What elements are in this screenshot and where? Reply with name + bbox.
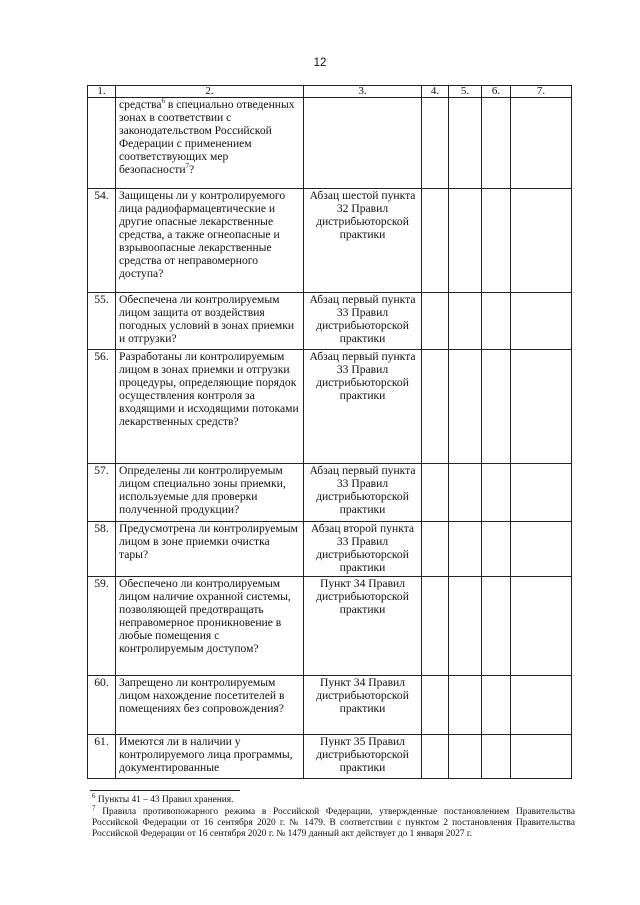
table-row (88, 676, 572, 735)
empty-cell (422, 522, 449, 577)
empty-cell (449, 577, 482, 676)
header-row (88, 86, 572, 98)
empty-cell (449, 189, 482, 293)
table-row (88, 577, 572, 676)
question-cell: средства$^6$ в специально отведенных зонах в соответствии с законодательством Российской Федерации с применением соответствующих мер безопасности$^7$? (116, 98, 304, 189)
empty-cell (422, 464, 449, 522)
table-row (88, 293, 572, 350)
table-row (88, 522, 572, 577)
footnote-ref: 7 (185, 162, 190, 171)
empty-cell (511, 735, 572, 779)
row-number-cell: 57. (88, 464, 116, 522)
empty-cell (511, 350, 572, 464)
reference-cell: Абзац первый пункта 33 Правил дистрибьюторской практики (304, 464, 422, 522)
row-number-cell (88, 98, 116, 189)
footnotes (92, 791, 575, 841)
table-row (88, 350, 572, 464)
empty-cell (449, 293, 482, 350)
question-cell: Защищены ли у контролируемого лица радиофармацевтические и другие опасные лекарственные средства, а также огнеопасные и взрывоопасные лекарственные средства от неправомерного доступа? (116, 189, 304, 293)
table-row (88, 189, 572, 293)
column-header: 4. (422, 86, 449, 98)
empty-cell (511, 98, 572, 189)
empty-cell (511, 464, 572, 522)
empty-cell (511, 676, 572, 735)
footnote-separator (90, 790, 240, 791)
column-header: 3. (304, 86, 422, 98)
question-cell: Имеются ли в наличии у контролируемого лица программы, документированные (116, 735, 304, 779)
column-header: 1. (88, 86, 116, 98)
empty-cell (449, 735, 482, 779)
question-cell: Предусмотрена ли контролируемым лицом в зоне приемки очистка тары? (116, 522, 304, 577)
empty-cell (482, 676, 511, 735)
empty-cell (482, 735, 511, 779)
empty-cell (482, 464, 511, 522)
question-cell: Разработаны ли контролируемым лицом в зонах приемки и отгрузки процедуры, определяющие порядок осуществления контроля за входящими и исходящими потоками лекарственных средств? (116, 350, 304, 464)
row-number-cell: 61. (88, 735, 116, 779)
empty-cell (422, 676, 449, 735)
footnote-mark: 6 (92, 791, 96, 800)
empty-cell (511, 522, 572, 577)
reference-cell (304, 98, 422, 189)
empty-cell (511, 293, 572, 350)
page-number: 12 (313, 57, 327, 69)
empty-cell (422, 98, 449, 189)
footnote-ref: 6 (161, 97, 166, 106)
empty-cell (449, 98, 482, 189)
empty-cell (422, 735, 449, 779)
empty-cell (482, 522, 511, 577)
checklist-table (87, 85, 572, 779)
question-cell: Определены ли контролируемым лицом специально зоны приемки, используемые для проверки полученной продукции? (116, 464, 304, 522)
table-row (88, 735, 572, 779)
empty-cell (449, 464, 482, 522)
empty-cell (449, 522, 482, 577)
reference-cell: Абзац первый пункта 33 Правил дистрибьюторской практики (304, 350, 422, 464)
question-cell: Обеспечена ли контролируемым лицом защита от воздействия погодных условий в зонах приемки и отгрузки? (116, 293, 304, 350)
reference-cell: Пункт 34 Правил дистрибьюторской практики (304, 676, 422, 735)
column-header: 6. (482, 86, 511, 98)
column-header: 5. (449, 86, 482, 98)
column-header: 7. (511, 86, 572, 98)
reference-cell: Абзац шестой пункта 32 Правил дистрибьюторской практики (304, 189, 422, 293)
row-number-cell: 60. (88, 676, 116, 735)
empty-cell (482, 98, 511, 189)
row-number-cell: 59. (88, 577, 116, 676)
table-row-continuation (88, 98, 572, 189)
row-number-cell: 55. (88, 293, 116, 350)
footnote: $^7$ Правила противопожарного режима в Российской Федерации, утвержденные постановлением Правительства Российской Федерации от 16 сентября 2020 г. № 1479. В соответствии с пунктом 2 постановления Правительства Российской Федерации от 16 сентября 2020 г. № 1479 данный акт действует до 1 января 2027 г. (92, 803, 575, 839)
question-cell: Запрещено ли контролируемым лицом нахождение посетителей в помещениях без сопровождения? (116, 676, 304, 735)
empty-cell (482, 189, 511, 293)
empty-cell (482, 577, 511, 676)
reference-cell: Пункт 35 Правил дистрибьюторской практики (304, 735, 422, 779)
empty-cell (422, 350, 449, 464)
empty-cell (422, 293, 449, 350)
footnote-mark: 7 (92, 803, 96, 812)
footnote: $^6$ Пункты 41 – 43 Правил хранения. (92, 791, 234, 805)
reference-cell: Абзац второй пункта 33 Правил дистрибьюторской практики (304, 522, 422, 577)
table-row (88, 464, 572, 522)
reference-cell: Пункт 34 Правил дистрибьюторской практики (304, 577, 422, 676)
empty-cell (449, 676, 482, 735)
empty-cell (511, 577, 572, 676)
empty-cell (449, 350, 482, 464)
empty-cell (422, 577, 449, 676)
reference-cell: Абзац первый пункта 33 Правил дистрибьюторской практики (304, 293, 422, 350)
row-number-cell: 54. (88, 189, 116, 293)
question-cell: Обеспечено ли контролируемым лицом наличие охранной системы, позволяющей предотвращать неправомерное проникновение в любые помещения с контролируемым доступом? (116, 577, 304, 676)
row-number-cell: 56. (88, 350, 116, 464)
empty-cell (511, 189, 572, 293)
column-header: 2. (116, 86, 304, 98)
empty-cell (482, 350, 511, 464)
empty-cell (422, 189, 449, 293)
empty-cell (482, 293, 511, 350)
row-number-cell: 58. (88, 522, 116, 577)
